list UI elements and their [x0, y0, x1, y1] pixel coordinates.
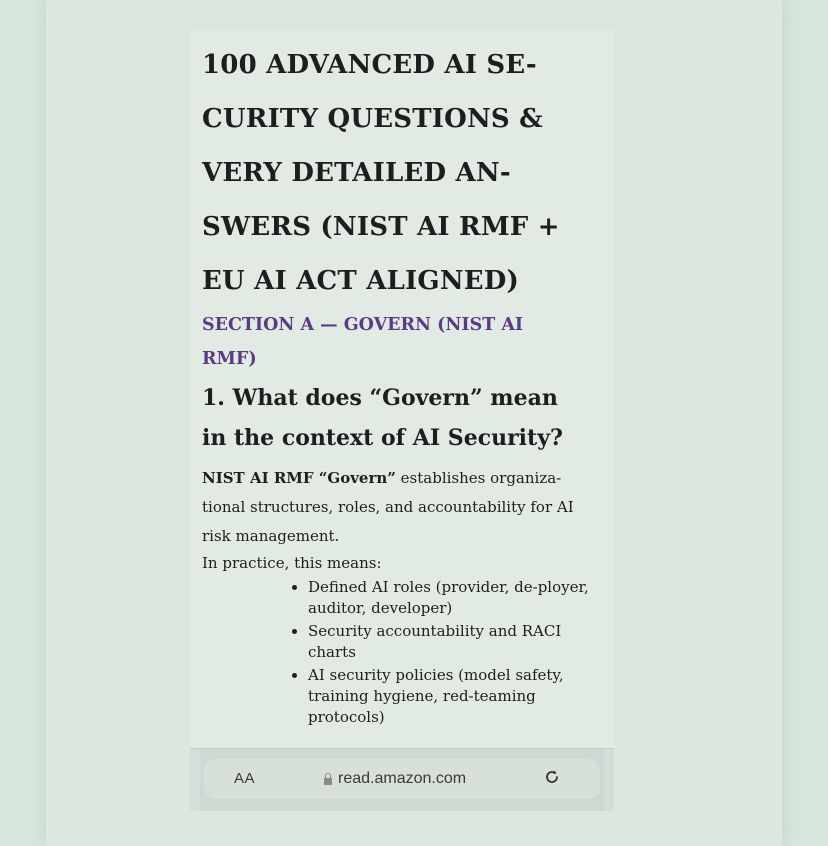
reader-page: [190, 30, 614, 750]
practice-list: [202, 577, 612, 728]
paragraph-bold-lead: NIST AI RMF “Govern”: [202, 469, 396, 487]
title-line: EU AI ACT ALIGNED): [202, 266, 520, 296]
toolbar-edge-right: [604, 749, 614, 811]
list-item: • Security accountability and RACI charts: [308, 621, 608, 663]
question-heading: [202, 378, 612, 458]
title-line: CURITY QUESTIONS &: [202, 104, 543, 134]
lock-icon: [324, 778, 332, 785]
title-line: 100 ADVANCED AI SE-: [202, 50, 537, 80]
practice-intro: In practice, this means:: [202, 554, 382, 572]
address-bar[interactable]: [204, 759, 600, 799]
section-heading: [202, 308, 612, 376]
list-item: • Defined AI roles (provider, de-ployer, auditor, developer): [308, 577, 608, 619]
paragraph-text: establishes organiza-tional structures, roles, and accountability for AI risk management.: [202, 469, 574, 545]
title-line: VERY DETAILED AN-: [202, 158, 511, 188]
title-line: SWERS (NIST AI RMF +: [202, 212, 560, 242]
question-line: 1. What does “Govern” mean: [202, 385, 558, 411]
book-title: [202, 38, 612, 308]
browser-toolbar: [190, 748, 614, 811]
text-size-button[interactable]: AA: [234, 770, 256, 787]
reload-icon[interactable]: [542, 767, 562, 787]
list-item: • AI security policies (model safety, training hygiene, red-teaming protocols): [308, 665, 608, 728]
toolbar-edge-left: [190, 749, 200, 811]
answer-paragraph: [202, 464, 602, 551]
question-line: in the context of AI Security?: [202, 425, 563, 451]
section-line: RMF): [202, 349, 257, 369]
section-line: SECTION A — GOVERN (NIST AI: [202, 315, 524, 335]
url-text: read.amazon.com: [338, 770, 467, 787]
reader-content: [202, 38, 612, 730]
url-display[interactable]: [324, 770, 466, 788]
